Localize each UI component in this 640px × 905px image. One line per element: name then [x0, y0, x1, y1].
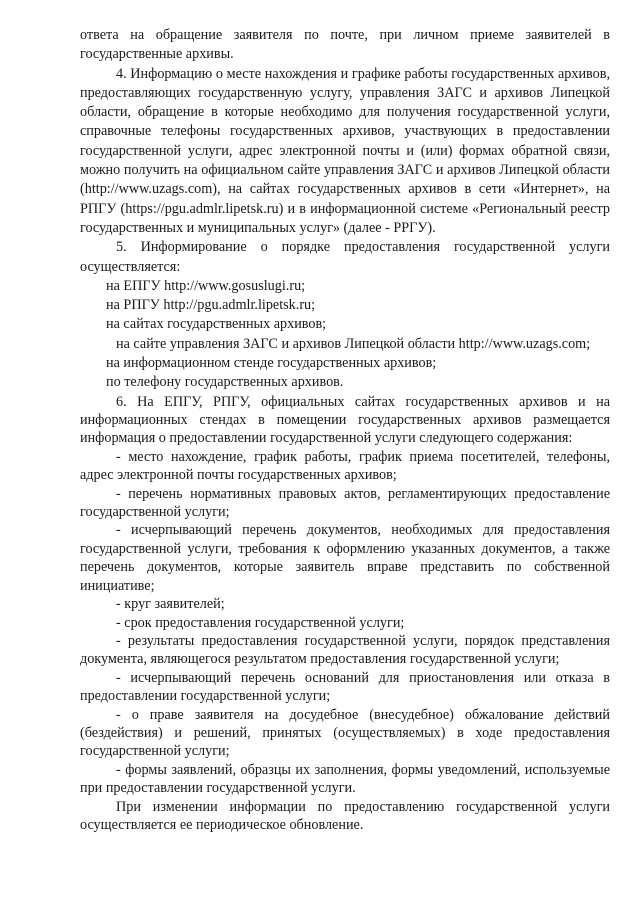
- paragraph: - исчерпывающий перечень документов, необходимых для предоставления государственной услуги, требования к оформлению указанных документов, а также перечень документов, которые заявитель вправе представить по собственной инициативе;: [80, 522, 610, 594]
- paragraph: - формы заявлений, образцы их заполнения, формы уведомлений, используемые при предоставлении государственной услуги.: [80, 761, 610, 797]
- paragraph: - перечень нормативных правовых актов, регламентирующих предоставление государственной услуги;: [80, 485, 610, 521]
- document-page: [80, 26, 610, 834]
- paragraph: на сайтах государственных архивов;: [106, 316, 327, 333]
- paragraph: - место нахождение, график работы, график приема посетителей, телефоны, адрес электронной почты государственных архивов;: [80, 448, 610, 484]
- paragraph: ответа на обращение заявителя по почте, при личном приеме заявителей в государственные архивы.: [80, 27, 610, 63]
- paragraph: - круг заявителей;: [116, 596, 225, 613]
- paragraph: - срок предоставления государственной услуги;: [116, 614, 405, 631]
- paragraph: - о праве заявителя на досудебное (внесудебное) обжалование действий (бездействия) и решений, принятых (осуществляемых) в ходе предоставления государственной услуги;: [80, 706, 610, 760]
- paragraph: - результаты предоставления государственной услуги, порядок представления документа, являющегося результатом предоставления государственной услуги;: [80, 632, 610, 668]
- paragraph: на информационном стенде государственных архивов;: [106, 355, 437, 372]
- paragraph: на ЕПГУ http://www.gosuslugi.ru;: [106, 277, 306, 294]
- paragraph: на РПГУ http://pgu.admlr.lipetsk.ru;: [106, 297, 316, 314]
- paragraph: - исчерпывающий перечень оснований для приостановления или отказа в предоставлении государственной услуги;: [80, 669, 610, 705]
- paragraph: 5. Информирование о порядке предоставления государственной услуги осуществляется:: [80, 239, 610, 275]
- paragraph: 4. Информацию о месте нахождения и графике работы государственных архивов, предоставляющих государственную услугу, управления ЗАГС и архивов Липецкой области, обращение в которые необходимо для получения государственной услуги, справочные телефоны государственных архивов, участвующих в предоставлении государственной услуги, адрес электронной почты и (или) формах обратной связи, можно получить на официальном сайте управления ЗАГС и архивов Липецкой области (http://www.uzags.com), на сайтах государственных архивов в сети «Интернет», на РПГУ (https://pgu.admlr.lipetsk.ru) и в информационной системе «Региональный реестр государственных и муниципальных услуг» (далее - РРГУ).: [80, 65, 610, 236]
- paragraph: При изменении информации по предоставлению государственной услуги осуществляется ее периодическое обновление.: [80, 798, 610, 833]
- paragraph: по телефону государственных архивов.: [106, 374, 344, 391]
- paragraph: 6. На ЕПГУ, РПГУ, официальных сайтах государственных архивов и на информационных стендах в помещении государственных архивов размещается информация о предоставлении государственной услуги следующего содержания:: [80, 393, 610, 447]
- paragraph: на сайте управления ЗАГС и архивов Липецкой области http://www.uzags.com;: [116, 335, 591, 352]
